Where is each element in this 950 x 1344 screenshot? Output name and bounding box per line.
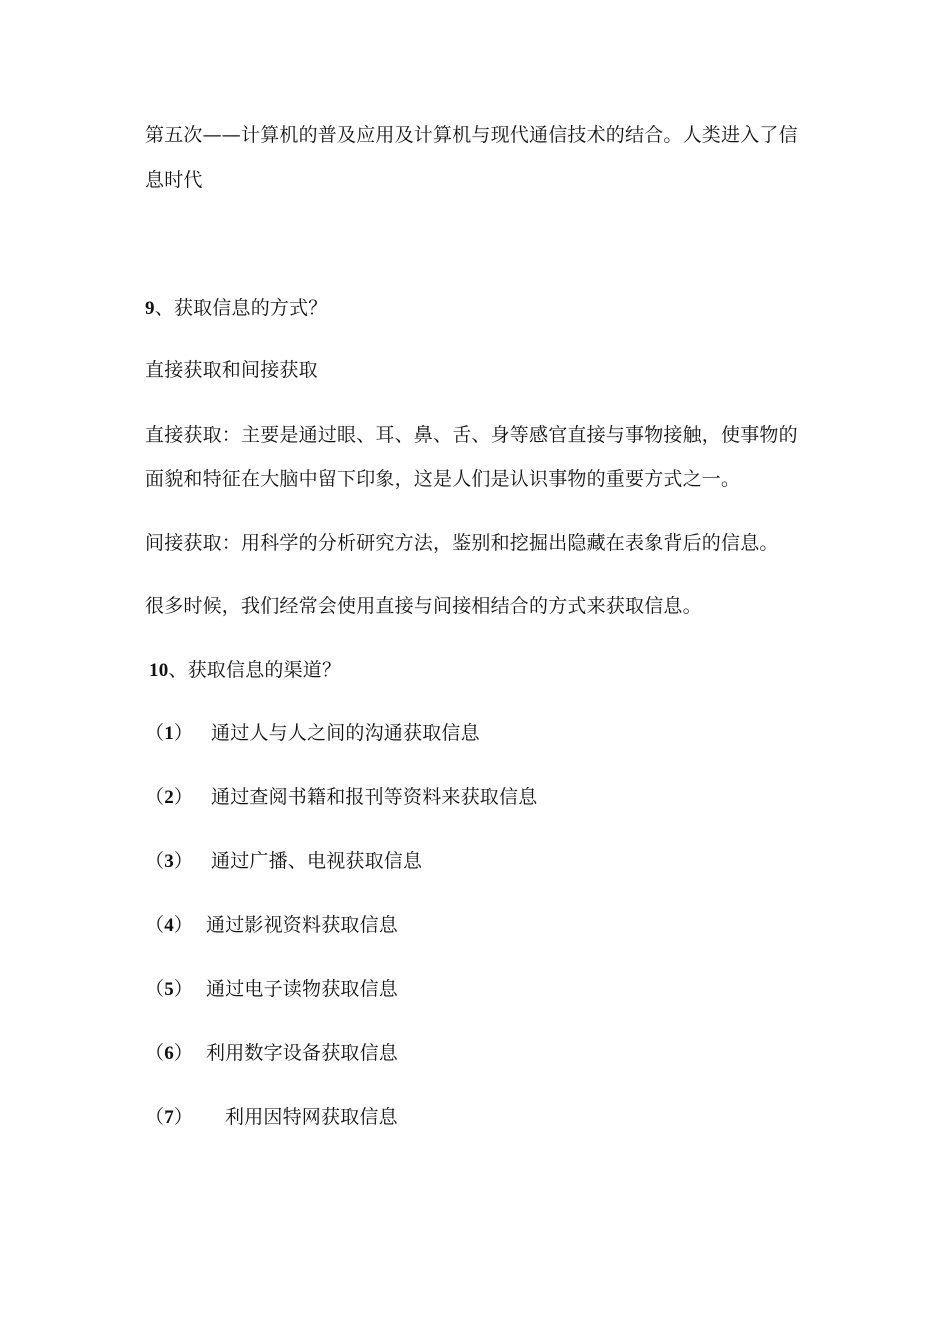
list-item-text: 利用因特网获取信息: [225, 1106, 398, 1128]
list-item-number: （4）: [145, 915, 194, 936]
list-item: [145, 913, 398, 938]
list-item-text: 通过查阅书籍和报刊等资料来获取信息: [211, 786, 538, 808]
list-item: [145, 1041, 398, 1066]
question-9-heading: [145, 296, 328, 321]
list-item-number: （3）: [145, 851, 194, 872]
list-item-number: （7）: [145, 1107, 194, 1128]
list-item-text: 利用数字设备获取信息: [206, 1042, 399, 1064]
question-10-heading: [149, 658, 341, 683]
question-9-number: 9: [145, 298, 155, 319]
list-item-number: （1）: [145, 723, 194, 744]
direct-acquisition-line-2: 面貌和特征在大脑中留下印象，这是人们是认识事物的重要方式之一。: [145, 468, 741, 490]
list-item: [145, 849, 422, 874]
list-item-text: 通过人与人之间的沟通获取信息: [211, 722, 480, 744]
list-item-text: 通过影视资料获取信息: [206, 914, 399, 936]
intro-line-1: 第五次——计算机的普及应用及计算机与现代通信技术的结合。人类进入了信: [145, 124, 798, 146]
question-9-title: 、获取信息的方式？: [154, 297, 328, 319]
indirect-acquisition: 间接获取：用科学的分析研究方法，鉴别和挖掘出隐藏在表象背后的信息。: [145, 532, 779, 554]
combined-acquisition: 很多时候，我们经常会使用直接与间接相结合的方式来获取信息。: [145, 595, 702, 617]
list-item: [145, 721, 480, 746]
direct-acquisition-line-1: 直接获取：主要是通过眼、耳、鼻、舌、身等感官直接与事物接触，使事物的: [145, 424, 798, 446]
list-item: [145, 1105, 398, 1130]
list-item-number: （6）: [145, 1043, 194, 1064]
list-item-number: （2）: [145, 787, 194, 808]
intro-line-2: 息时代: [145, 169, 203, 191]
list-item-text: 通过广播、电视获取信息: [211, 850, 423, 872]
list-item: [145, 785, 537, 810]
question-10-title: 、获取信息的渠道？: [168, 659, 342, 681]
list-item: [145, 977, 398, 1002]
list-item-text: 通过电子读物获取信息: [206, 978, 399, 1000]
question-9-answer: 直接获取和间接获取: [145, 359, 318, 381]
question-10-number: 10: [149, 660, 169, 681]
list-item-number: （5）: [145, 979, 194, 1000]
